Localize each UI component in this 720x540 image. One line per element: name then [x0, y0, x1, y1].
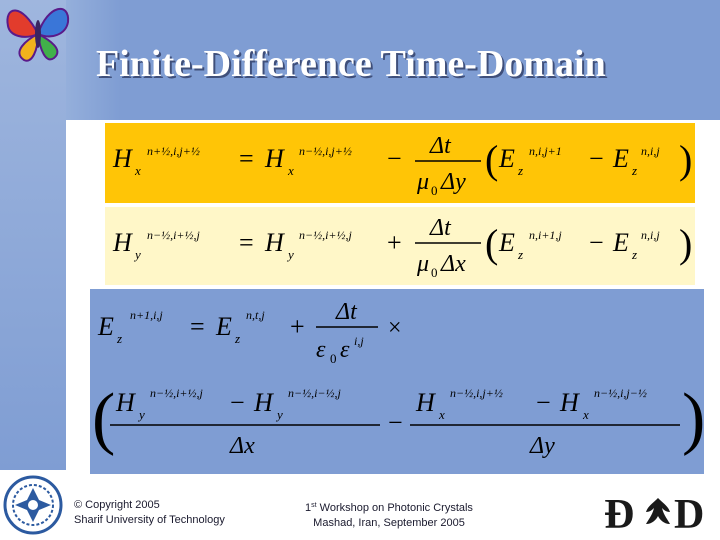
slide-title: Finite-Difference Time-Domain [96, 43, 606, 85]
eq2-minus: − [589, 228, 604, 257]
eq3-dx: Δx [230, 433, 255, 459]
eq1-mu: μ [417, 169, 430, 195]
eq1-sup-left: n+½,i,j+½ [147, 144, 200, 158]
equation-ez-box [90, 289, 704, 474]
eq3-plus: + [290, 312, 305, 341]
eq2-y2: y [288, 247, 294, 262]
eq3-eps0: ε [316, 337, 326, 363]
workshop-text [282, 498, 496, 531]
eq1-E1: E [499, 144, 515, 173]
eq2-mu-sub: 0 [431, 265, 438, 280]
workshop-ordinal: 1 [305, 502, 312, 514]
eq1-dt: Δt [430, 133, 451, 159]
eq3-H1: H [116, 388, 135, 417]
eq1-lparen: ( [485, 137, 499, 182]
eq3-sup-right: n,t,j [246, 308, 265, 322]
eq2-lparen: ( [485, 221, 499, 266]
eq1-rparen: ) [679, 137, 693, 182]
svg-text:Đ: Đ [604, 492, 635, 532]
eq3-lparen: ( [92, 380, 116, 457]
eq3-rparen: ) [682, 380, 706, 457]
eq2-sup-right: n−½,i+½,j [299, 228, 352, 242]
eq2-E1: E [499, 228, 515, 257]
eq1-x: x [135, 163, 141, 178]
eq3-minus1: − [230, 388, 245, 417]
eq1-mu-sub: 0 [431, 183, 438, 198]
eq3-minus3: − [536, 388, 551, 417]
copyright-text [74, 498, 225, 528]
eq2-z1: z [518, 247, 524, 262]
eq1-x2: x [288, 163, 294, 178]
eq3-sup-eps: i,j [354, 334, 364, 348]
eq1-equals: = [239, 144, 254, 173]
eq3-eps: ε [340, 337, 350, 363]
eq2-dt: Δt [430, 215, 451, 241]
eq3-sup-h4: n−½,i,j−½ [594, 386, 647, 400]
equation-hy-box [105, 207, 695, 285]
eq3-sup-h1: n−½,i+½,j [150, 386, 203, 400]
eq2-dx: Δx [441, 251, 466, 277]
eq1-sup-e1: n,i,j+1 [529, 144, 562, 158]
eq1-sup-e2: n,i,j [641, 144, 660, 158]
eq2-H2: H [265, 228, 284, 257]
copyright-line-2: Sharif University of Technology [74, 514, 225, 526]
eq3-H3: H [416, 388, 435, 417]
equation-hx [105, 123, 695, 203]
butterfly-logo-icon [2, 0, 74, 68]
workshop-line-1-rest: Workshop on Photonic Crystals [316, 502, 473, 514]
eq1-H2: H [265, 144, 284, 173]
eq2-rparen: ) [679, 221, 693, 266]
eq3-eps0-sub: 0 [330, 351, 337, 366]
eq1-z2: z [632, 163, 638, 178]
eq1-E2: E [613, 144, 629, 173]
eq2-z2: z [632, 247, 638, 262]
eq3-y2: y [277, 407, 283, 422]
eq2-sup-e2: n,i,j [641, 228, 660, 242]
equation-hx-box [105, 123, 695, 203]
eq3-dt: Δt [336, 299, 357, 325]
eq3-sup-h2: n−½,i−½,j [288, 386, 341, 400]
eq2-sup-e1: n,i+1,j [529, 228, 562, 242]
workshop-line-2: Mashad, Iran, September 2005 [313, 517, 465, 529]
workshop-line-1 [282, 498, 496, 516]
eq3-x4: x [583, 407, 589, 422]
eq3-sup-h3: n−½,i,j+½ [450, 386, 503, 400]
eq3-z2: z [235, 331, 241, 346]
eq2-sup-left: n−½,i+½,j [147, 228, 200, 242]
eq1-dy: Δy [441, 169, 466, 195]
eq3-minus2: − [388, 408, 403, 437]
eq3-E: E [98, 312, 114, 341]
eq1-z1: z [518, 163, 524, 178]
eq3-H4: H [560, 388, 579, 417]
equation-hy [105, 207, 695, 285]
eq3-equals: = [190, 312, 205, 341]
eq3-times: × [388, 315, 402, 341]
eq3-sup-left: n+1,i,j [130, 308, 163, 322]
eq2-plus: + [387, 228, 402, 257]
eq2-y: y [135, 247, 141, 262]
eq3-x3: x [439, 407, 445, 422]
eq2-mu: μ [417, 251, 430, 277]
left-band [0, 0, 66, 470]
eq3-dy: Δy [530, 433, 555, 459]
eq3-y1: y [139, 407, 145, 422]
eq1-minus2: − [589, 144, 604, 173]
sharif-university-seal-icon [3, 474, 63, 536]
edc-lab-logo-icon [600, 490, 718, 532]
eq2-H: H [113, 228, 132, 257]
equation-ez [90, 289, 704, 474]
eq1-minus: − [387, 144, 402, 173]
eq2-E2: E [613, 228, 629, 257]
eq1-H: H [113, 144, 132, 173]
eq3-z: z [117, 331, 123, 346]
eq3-E2: E [216, 312, 232, 341]
svg-text:D: D [674, 492, 705, 532]
copyright-line-1: © Copyright 2005 [74, 499, 160, 511]
workshop-ordinal-suffix: st [311, 502, 317, 509]
eq1-sup-right: n−½,i,j+½ [299, 144, 352, 158]
eq3-H2: H [254, 388, 273, 417]
eq2-equals: = [239, 228, 254, 257]
